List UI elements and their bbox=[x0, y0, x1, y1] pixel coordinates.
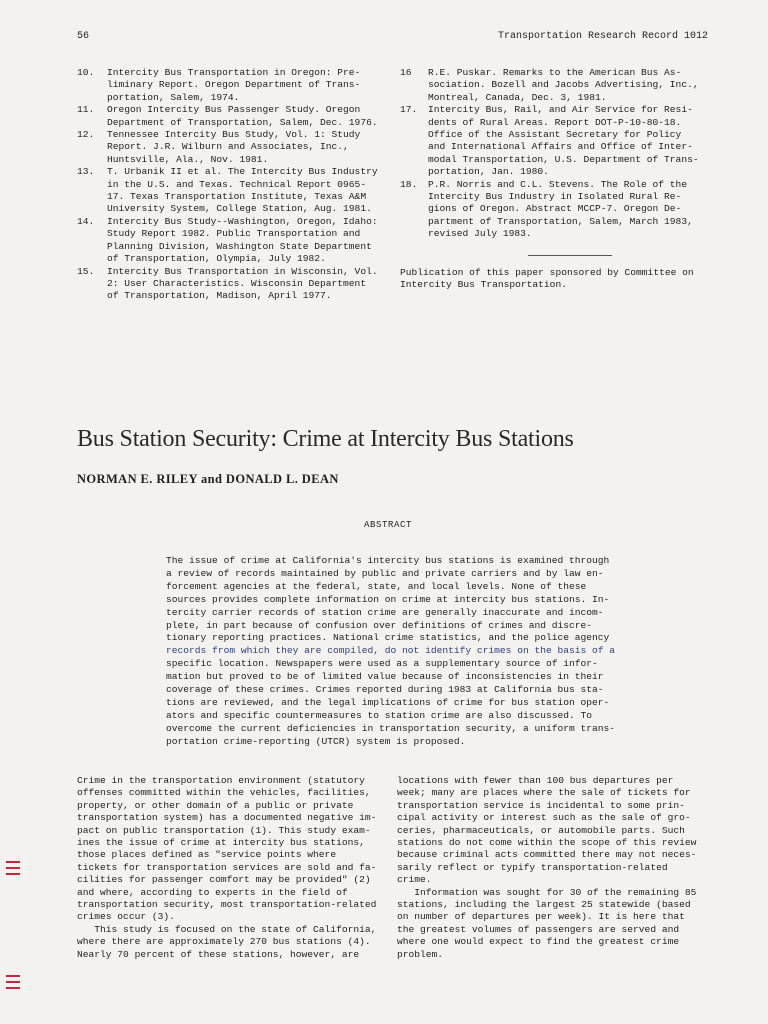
article-title: Bus Station Security: Crime at Intercity Bus Stations bbox=[77, 426, 574, 452]
reference-number: 15. bbox=[77, 265, 95, 277]
author-conjunction: and bbox=[201, 472, 223, 486]
body-column-right: locations with fewer than 100 bus departures per week; many are places where the sale of tickets for transportation service is incidental to some prin- cipal activity or interest such as the sale of gro- ceries, pharmaceuticals, or automobile parts. Such stations do not come within the scope of this review because criminal acts committed there may not neces- sarily reflect or typify transportation-related crime. Information was sought for 30 of the remaining 85 stations, including the largest 25 statewide (based on number of departures per week). It is here that the greatest volumes of passengers are served and where one would expect to find the greatest crime problem. bbox=[397, 775, 697, 960]
reference-item bbox=[77, 129, 382, 166]
reference-text: Tennessee Intercity Bus Study, Vol. 1: Study Report. J.R. Wilburn and Associates, Inc., Huntsville, Ala., Nov. 1981. bbox=[107, 129, 361, 165]
reference-text: Oregon Intercity Bus Passenger Study. Oregon Department of Transportation, Salem, Dec. 1976. bbox=[107, 104, 378, 128]
reference-number: 18. bbox=[400, 178, 418, 190]
reference-item bbox=[400, 179, 700, 241]
reference-item bbox=[77, 67, 382, 104]
author-name: DONALD L. DEAN bbox=[225, 472, 339, 486]
reference-text: Intercity Bus, Rail, and Air Service for Resi- dents of Rural Areas. Report DOT-P-10-80-18. Office of the Assistant Secretary for Policy and International Affairs and Office of Inter- modal Transportation, U.S. Department of Trans- portation, Jan. 1980. bbox=[428, 104, 699, 178]
abstract-body bbox=[166, 555, 626, 749]
reference-number: 10. bbox=[77, 67, 95, 78]
reference-text: Intercity Bus Study--Washington, Oregon, Idaho: Study Report 1982. Public Transportation and Planning Division, Washington State Department of Transportation, Olympia, July 1982. bbox=[107, 215, 378, 265]
section-divider bbox=[528, 255, 612, 256]
reference-list-right bbox=[400, 67, 700, 241]
sponsor-note: Publication of this paper sponsored by Committee on Intercity Bus Transportation. bbox=[400, 267, 694, 291]
article-authors bbox=[77, 472, 339, 487]
abstract-text: The issue of crime at California's intercity bus stations is examined through a review of records maintained by public and private carriers and by law en- forcement agencies at the federal, state, and local levels. None of these sources provides complete information on crime at intercity bus stations. In- tercity carrier records of station crime are generally inaccurate and incom- plete, in part because of confusion over definitions of crimes and discre- tionary reporting practices. National crime statistics, and the police agency bbox=[166, 555, 610, 644]
author-name: NORMAN E. RILEY bbox=[77, 472, 198, 486]
reference-number: 16 bbox=[400, 67, 412, 78]
reference-number: 14. bbox=[77, 215, 95, 227]
abstract-highlighted-text: records from which they are compiled, do not identify crimes on the basis of a bbox=[166, 645, 616, 657]
page-number: 56 bbox=[77, 31, 90, 42]
reference-text: Intercity Bus Transportation in Oregon: Pre- liminary Report. Oregon Department of Trans- portation, Salem, 1974. bbox=[107, 67, 361, 103]
reference-text: Intercity Bus Transportation in Wisconsin, Vol. 2: User Characteristics. Wisconsin Department of Transportation, Madison, April 1977. bbox=[107, 265, 378, 302]
reference-number: 11. bbox=[77, 104, 95, 116]
reference-item bbox=[77, 166, 382, 216]
reference-item bbox=[400, 104, 700, 178]
reference-item bbox=[77, 266, 382, 303]
reference-item bbox=[77, 104, 382, 129]
running-head: Transportation Research Record 1012 bbox=[498, 31, 709, 42]
reference-item bbox=[400, 67, 700, 104]
body-column-left: Crime in the transportation environment (statutory offenses committed within the vehicles, facilities, property, or other domain of a public or private transportation system) has a documented negative im- pact on public transportation (1). This study exam- ines the issue of crime at intercity bus stations, those places defined as "service points where tickets for transportation services are sold and fa- cilities for passenger comfort may be provided" (2) and where, according to experts in the field of transportation security, most transportation-related crimes occur (3). This study is focused on the state of California, where there are approximately 270 bus stations (4). Nearly 70 percent of these stations, however, are bbox=[77, 775, 377, 960]
abstract-text: specific location. Newspapers were used as a supplementary source of infor- mation but proved to be of limited value because of inconsistencies in their coverage of these crimes. Crimes reported during 1983 at California bus sta- tions are reviewed, and the legal implications of crime for bus station oper- ators and specific countermeasures to station crime are also discussed. To overcome the current deficiencies in transportation security, a uniform trans- portation crime-reporting (UTCR) system is proposed. bbox=[166, 658, 616, 747]
reference-text: T. Urbanik II et al. The Intercity Bus Industry in the U.S. and Texas. Technical Report 0965- 17. Texas Transportation Institute, Texas A&M University System, College Station, Aug. 1981. bbox=[107, 166, 378, 215]
scan-edge-mark bbox=[6, 975, 20, 993]
reference-text: R.E. Puskar. Remarks to the American Bus As- sociation. Bozell and Jacobs Advertising, Inc., Montreal, Canada, Dec. 3, 1981. bbox=[428, 67, 699, 103]
reference-number: 12. bbox=[77, 129, 95, 141]
reference-number: 13. bbox=[77, 166, 95, 178]
scan-edge-mark bbox=[6, 861, 20, 879]
abstract-heading: ABSTRACT bbox=[364, 520, 413, 530]
reference-text: P.R. Norris and C.L. Stevens. The Role of the Intercity Bus Industry in Isolated Rural Re- gions of Oregon. Abstract MCCP-7. Oregon De- partment of Transportation, Salem, March 1983, revised July 1983. bbox=[428, 178, 693, 240]
reference-list-left bbox=[77, 67, 382, 303]
reference-item bbox=[77, 216, 382, 266]
reference-number: 17. bbox=[400, 104, 418, 116]
